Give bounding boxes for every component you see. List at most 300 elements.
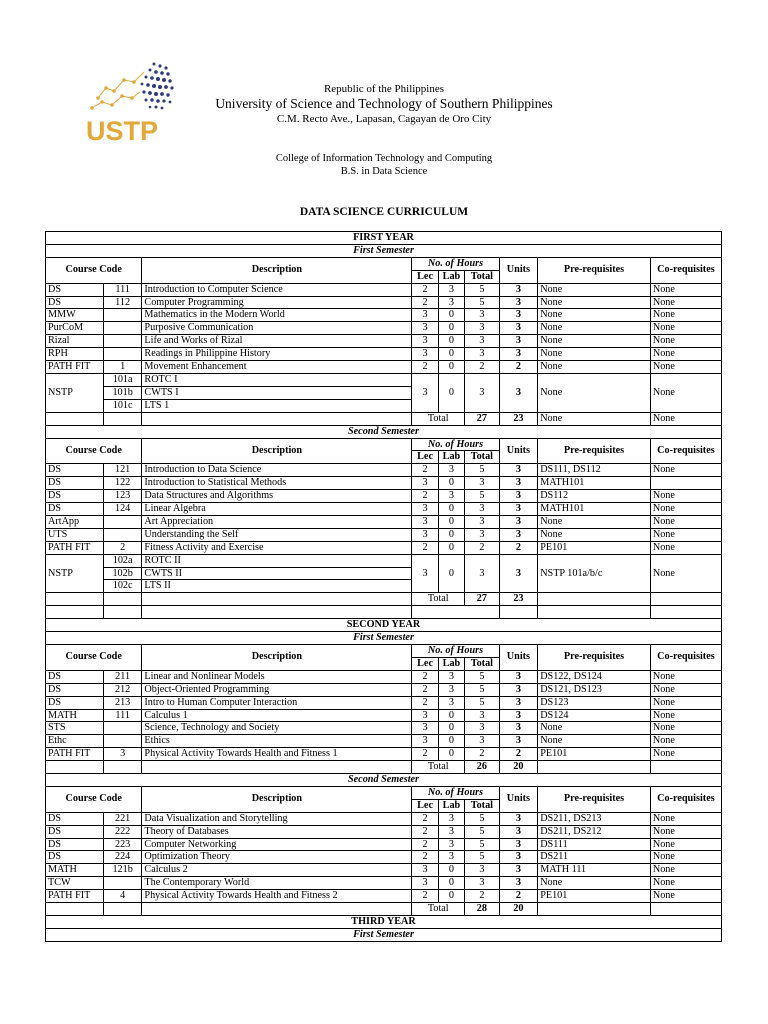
prerequisites: DS211, DS212 (538, 825, 651, 838)
lab-hours: 0 (438, 309, 464, 322)
course-description: Introduction to Computer Science (142, 283, 412, 296)
lab-hours: 0 (438, 735, 464, 748)
total-row (46, 761, 722, 774)
course-number: 111 (103, 283, 142, 296)
empty-cell (103, 761, 142, 774)
course-description: Data Visualization and Storytelling (142, 812, 412, 825)
empty-cell (103, 593, 142, 606)
course-code: DS (46, 296, 104, 309)
lab-hours: 0 (438, 877, 464, 890)
col-course-code: Course Code (46, 786, 142, 812)
course-description: CWTS II (142, 567, 412, 580)
year-heading-label: SECOND YEAR (46, 619, 722, 632)
corequisites: None (650, 696, 721, 709)
total-units-sum: 23 (499, 593, 538, 606)
units: 3 (499, 477, 538, 490)
course-description: Object-Oriented Programming (142, 683, 412, 696)
year-heading-label: THIRD YEAR (46, 916, 722, 929)
course-code: PurCoM (46, 322, 104, 335)
total-hours: 2 (465, 361, 500, 374)
col-units: Units (499, 438, 538, 464)
total-hours: 3 (465, 709, 500, 722)
curriculum-table (45, 231, 722, 942)
empty-cell (142, 593, 412, 606)
course-description: Calculus 1 (142, 709, 412, 722)
col-hours: No. of Hours (412, 438, 499, 451)
course-code: MATH (46, 709, 104, 722)
units: 3 (499, 670, 538, 683)
corequisites: None (650, 348, 721, 361)
corequisites: None (650, 864, 721, 877)
lec-hours: 3 (412, 515, 438, 528)
course-row (46, 490, 722, 503)
total-row (46, 412, 722, 425)
course-row (46, 670, 722, 683)
col-coreq: Co-requisites (650, 257, 721, 283)
total-label: Total (412, 903, 465, 916)
prerequisites: None (538, 348, 651, 361)
corequisites: None (650, 838, 721, 851)
prerequisites: None (538, 309, 651, 322)
total-hours: 5 (465, 812, 500, 825)
semester-heading-label: First Semester (46, 928, 722, 941)
empty-cell (538, 606, 651, 619)
corequisites: None (650, 877, 721, 890)
col-hours: No. of Hours (412, 644, 499, 657)
total-hours: 3 (465, 877, 500, 890)
course-number: 211 (103, 670, 142, 683)
lec-hours: 3 (412, 373, 438, 412)
units: 3 (499, 877, 538, 890)
total-prereq: None (538, 412, 651, 425)
course-code: DS (46, 503, 104, 516)
prerequisites: DS123 (538, 696, 651, 709)
course-number: 4 (103, 890, 142, 903)
units: 3 (499, 348, 538, 361)
lab-hours: 0 (438, 515, 464, 528)
corequisites: None (650, 851, 721, 864)
course-code: RPH (46, 348, 104, 361)
total-label: Total (412, 761, 465, 774)
col-course-code: Course Code (46, 438, 142, 464)
course-number: 124 (103, 503, 142, 516)
total-hours: 3 (465, 515, 500, 528)
course-number: 101c (103, 399, 142, 412)
units: 3 (499, 825, 538, 838)
course-code: UTS (46, 528, 104, 541)
course-number: 1 (103, 361, 142, 374)
total-hours-sum: 26 (465, 761, 500, 774)
course-number: 122 (103, 477, 142, 490)
prerequisites: None (538, 877, 651, 890)
col-coreq: Co-requisites (650, 786, 721, 812)
lab-hours: 3 (438, 825, 464, 838)
empty-cell (46, 593, 104, 606)
lab-hours: 0 (438, 722, 464, 735)
course-code: PATH FIT (46, 890, 104, 903)
course-number: 223 (103, 838, 142, 851)
course-description: Computer Programming (142, 296, 412, 309)
semester-heading (46, 425, 722, 438)
lec-hours: 2 (412, 361, 438, 374)
prerequisites: MATH101 (538, 503, 651, 516)
course-code: DS (46, 683, 104, 696)
col-total: Total (465, 270, 500, 283)
course-number: 3 (103, 748, 142, 761)
prerequisites: DS211, DS213 (538, 812, 651, 825)
total-hours: 5 (465, 283, 500, 296)
program-name: B.S. in Data Science (340, 166, 428, 177)
col-description: Description (142, 786, 412, 812)
course-description: CWTS I (142, 386, 412, 399)
lab-hours: 3 (438, 296, 464, 309)
course-description: Science, Technology and Society (142, 722, 412, 735)
lec-hours: 3 (412, 864, 438, 877)
corequisites: None (650, 812, 721, 825)
empty-cell (142, 412, 412, 425)
course-description: Intro to Human Computer Interaction (142, 696, 412, 709)
empty-cell (499, 606, 538, 619)
course-number (103, 322, 142, 335)
course-row (46, 812, 722, 825)
republic-line: Republic of the Philippines (323, 83, 445, 95)
col-course-code: Course Code (46, 257, 142, 283)
course-number (103, 735, 142, 748)
prerequisites: None (538, 335, 651, 348)
total-hours: 3 (465, 735, 500, 748)
lab-hours: 3 (438, 851, 464, 864)
corequisites: None (650, 515, 721, 528)
course-description: LTS II (142, 580, 412, 593)
col-coreq: Co-requisites (650, 438, 721, 464)
col-lec: Lec (412, 451, 438, 464)
lab-hours: 0 (438, 864, 464, 877)
course-description: Understanding the Self (142, 528, 412, 541)
units: 3 (499, 696, 538, 709)
lab-hours: 0 (438, 348, 464, 361)
lec-hours: 2 (412, 748, 438, 761)
total-hours-sum: 28 (465, 903, 500, 916)
course-number: 111 (103, 709, 142, 722)
total-hours: 3 (465, 348, 500, 361)
lec-hours: 3 (412, 709, 438, 722)
course-number: 213 (103, 696, 142, 709)
course-code: DS (46, 464, 104, 477)
course-row (46, 748, 722, 761)
course-row (46, 477, 722, 490)
col-course-code: Course Code (46, 644, 142, 670)
nstp-row (46, 554, 722, 567)
course-code: Rizal (46, 335, 104, 348)
total-hours: 3 (465, 309, 500, 322)
course-row (46, 890, 722, 903)
lec-hours: 3 (412, 348, 438, 361)
course-row (46, 683, 722, 696)
semester-heading-label: Second Semester (46, 425, 722, 438)
col-coreq: Co-requisites (650, 644, 721, 670)
course-row (46, 709, 722, 722)
total-prereq (538, 903, 651, 916)
col-description: Description (142, 644, 412, 670)
year-heading (46, 619, 722, 632)
units: 2 (499, 541, 538, 554)
total-hours-sum: 27 (465, 593, 500, 606)
units: 3 (499, 373, 538, 412)
course-row (46, 877, 722, 890)
empty-cell (650, 606, 721, 619)
course-number: 112 (103, 296, 142, 309)
corequisites: None (650, 464, 721, 477)
corequisites: None (650, 541, 721, 554)
course-row (46, 503, 722, 516)
course-description: Physical Activity Towards Health and Fitness 1 (142, 748, 412, 761)
course-code: DS (46, 490, 104, 503)
course-description: Linear and Nonlinear Models (142, 670, 412, 683)
col-description: Description (142, 438, 412, 464)
course-code: Ethc (46, 735, 104, 748)
course-description: Calculus 2 (142, 864, 412, 877)
col-lec: Lec (412, 799, 438, 812)
course-code: NSTP (46, 554, 104, 593)
total-hours: 5 (465, 825, 500, 838)
course-number: 2 (103, 541, 142, 554)
col-prereq: Pre-requisites (538, 257, 651, 283)
lec-hours: 3 (412, 335, 438, 348)
total-units-sum: 20 (499, 903, 538, 916)
empty-cell (412, 606, 499, 619)
total-row (46, 593, 722, 606)
course-code: PATH FIT (46, 748, 104, 761)
prerequisites: PE101 (538, 541, 651, 554)
units: 3 (499, 838, 538, 851)
total-hours: 3 (465, 503, 500, 516)
course-code: DS (46, 696, 104, 709)
lec-hours: 2 (412, 541, 438, 554)
course-row (46, 335, 722, 348)
curriculum-title: DATA SCIENCE CURRICULUM (299, 206, 469, 218)
lab-hours: 3 (438, 683, 464, 696)
total-coreq (650, 593, 721, 606)
prerequisites: None (538, 373, 651, 412)
course-code: DS (46, 838, 104, 851)
units: 3 (499, 554, 538, 593)
corequisites: None (650, 748, 721, 761)
course-number: 102b (103, 567, 142, 580)
prerequisites: DS121, DS123 (538, 683, 651, 696)
corequisites: None (650, 309, 721, 322)
course-description: Physical Activity Towards Health and Fitness 2 (142, 890, 412, 903)
corequisites: None (650, 361, 721, 374)
total-hours: 5 (465, 851, 500, 864)
units: 3 (499, 864, 538, 877)
corequisites: None (650, 735, 721, 748)
total-hours: 3 (465, 322, 500, 335)
course-description: Optimization Theory (142, 851, 412, 864)
lab-hours: 0 (438, 322, 464, 335)
course-row (46, 864, 722, 877)
lab-hours: 0 (438, 709, 464, 722)
lec-hours: 2 (412, 812, 438, 825)
corequisites: None (650, 709, 721, 722)
course-row (46, 735, 722, 748)
course-description: Introduction to Data Science (142, 464, 412, 477)
lab-hours: 0 (438, 373, 464, 412)
lec-hours: 2 (412, 838, 438, 851)
col-total: Total (465, 657, 500, 670)
lab-hours: 3 (438, 696, 464, 709)
course-row (46, 825, 722, 838)
lec-hours: 3 (412, 735, 438, 748)
prerequisites: None (538, 735, 651, 748)
col-hours: No. of Hours (412, 257, 499, 270)
lab-hours: 3 (438, 464, 464, 477)
course-code: NSTP (46, 373, 104, 412)
units: 3 (499, 335, 538, 348)
lec-hours: 2 (412, 670, 438, 683)
corequisites: None (650, 490, 721, 503)
course-description: The Contemporary World (142, 877, 412, 890)
prerequisites: None (538, 722, 651, 735)
col-lab: Lab (438, 270, 464, 283)
logo-text: USTP (86, 116, 159, 146)
course-code: DS (46, 825, 104, 838)
units: 3 (499, 309, 538, 322)
total-prereq (538, 761, 651, 774)
spacer-row (46, 606, 722, 619)
corequisites: None (650, 296, 721, 309)
units: 3 (499, 464, 538, 477)
total-hours: 2 (465, 748, 500, 761)
units: 3 (499, 709, 538, 722)
lab-hours: 3 (438, 490, 464, 503)
course-row (46, 322, 722, 335)
empty-cell (103, 412, 142, 425)
units: 3 (499, 490, 538, 503)
course-number: 123 (103, 490, 142, 503)
course-description: Life and Works of Rizal (142, 335, 412, 348)
course-number (103, 722, 142, 735)
prerequisites: None (538, 361, 651, 374)
units: 3 (499, 851, 538, 864)
course-number: 212 (103, 683, 142, 696)
course-row (46, 722, 722, 735)
corequisites: None (650, 335, 721, 348)
course-description: Fitness Activity and Exercise (142, 541, 412, 554)
course-row (46, 851, 722, 864)
corequisites: None (650, 283, 721, 296)
course-number: 222 (103, 825, 142, 838)
total-hours: 3 (465, 528, 500, 541)
course-number: 102c (103, 580, 142, 593)
course-description: Data Structures and Algorithms (142, 490, 412, 503)
col-lec: Lec (412, 657, 438, 670)
semester-heading-label: First Semester (46, 244, 722, 257)
lec-hours: 2 (412, 683, 438, 696)
column-header-row (46, 257, 722, 270)
col-units: Units (499, 257, 538, 283)
course-number (103, 348, 142, 361)
units: 3 (499, 683, 538, 696)
lab-hours: 3 (438, 838, 464, 851)
col-units: Units (499, 644, 538, 670)
lec-hours: 3 (412, 722, 438, 735)
lec-hours: 2 (412, 851, 438, 864)
lab-hours: 0 (438, 477, 464, 490)
semester-heading (46, 244, 722, 257)
course-description: Computer Networking (142, 838, 412, 851)
col-lab: Lab (438, 451, 464, 464)
corequisites: None (650, 722, 721, 735)
units: 3 (499, 528, 538, 541)
col-prereq: Pre-requisites (538, 438, 651, 464)
prerequisites: DS111, DS112 (538, 464, 651, 477)
semester-heading-label: First Semester (46, 632, 722, 645)
total-hours: 5 (465, 464, 500, 477)
prerequisites: MATH101 (538, 477, 651, 490)
lec-hours: 3 (412, 554, 438, 593)
total-hours: 3 (465, 554, 500, 593)
course-number (103, 309, 142, 322)
corequisites: None (650, 670, 721, 683)
course-row (46, 528, 722, 541)
total-hours: 5 (465, 838, 500, 851)
course-description: Art Appreciation (142, 515, 412, 528)
corequisites: None (650, 322, 721, 335)
total-units-sum: 20 (499, 761, 538, 774)
lab-hours: 0 (438, 528, 464, 541)
lab-hours: 3 (438, 670, 464, 683)
lab-hours: 3 (438, 812, 464, 825)
col-lab: Lab (438, 799, 464, 812)
course-description: ROTC I (142, 373, 412, 386)
corequisites (650, 477, 721, 490)
total-hours: 5 (465, 296, 500, 309)
units: 2 (499, 748, 538, 761)
semester-heading-label: Second Semester (46, 774, 722, 787)
semester-heading (46, 774, 722, 787)
course-code: MATH (46, 864, 104, 877)
lab-hours: 0 (438, 748, 464, 761)
course-number: 221 (103, 812, 142, 825)
empty-cell (46, 606, 104, 619)
lab-hours: 0 (438, 890, 464, 903)
course-code: PATH FIT (46, 541, 104, 554)
course-row (46, 464, 722, 477)
prerequisites: PE101 (538, 748, 651, 761)
course-description: Ethics (142, 735, 412, 748)
lab-hours: 0 (438, 541, 464, 554)
course-description: Introduction to Statistical Methods (142, 477, 412, 490)
col-lec: Lec (412, 270, 438, 283)
empty-cell (142, 903, 412, 916)
course-row (46, 348, 722, 361)
semester-heading (46, 632, 722, 645)
col-prereq: Pre-requisites (538, 786, 651, 812)
course-row (46, 838, 722, 851)
col-hours: No. of Hours (412, 786, 499, 799)
course-row (46, 283, 722, 296)
corequisites: None (650, 683, 721, 696)
course-number: 102a (103, 554, 142, 567)
course-code: DS (46, 670, 104, 683)
course-code: PATH FIT (46, 361, 104, 374)
course-code: ArtApp (46, 515, 104, 528)
lec-hours: 2 (412, 283, 438, 296)
prerequisites: MATH 111 (538, 864, 651, 877)
lec-hours: 3 (412, 322, 438, 335)
lec-hours: 2 (412, 890, 438, 903)
lab-hours: 3 (438, 283, 464, 296)
